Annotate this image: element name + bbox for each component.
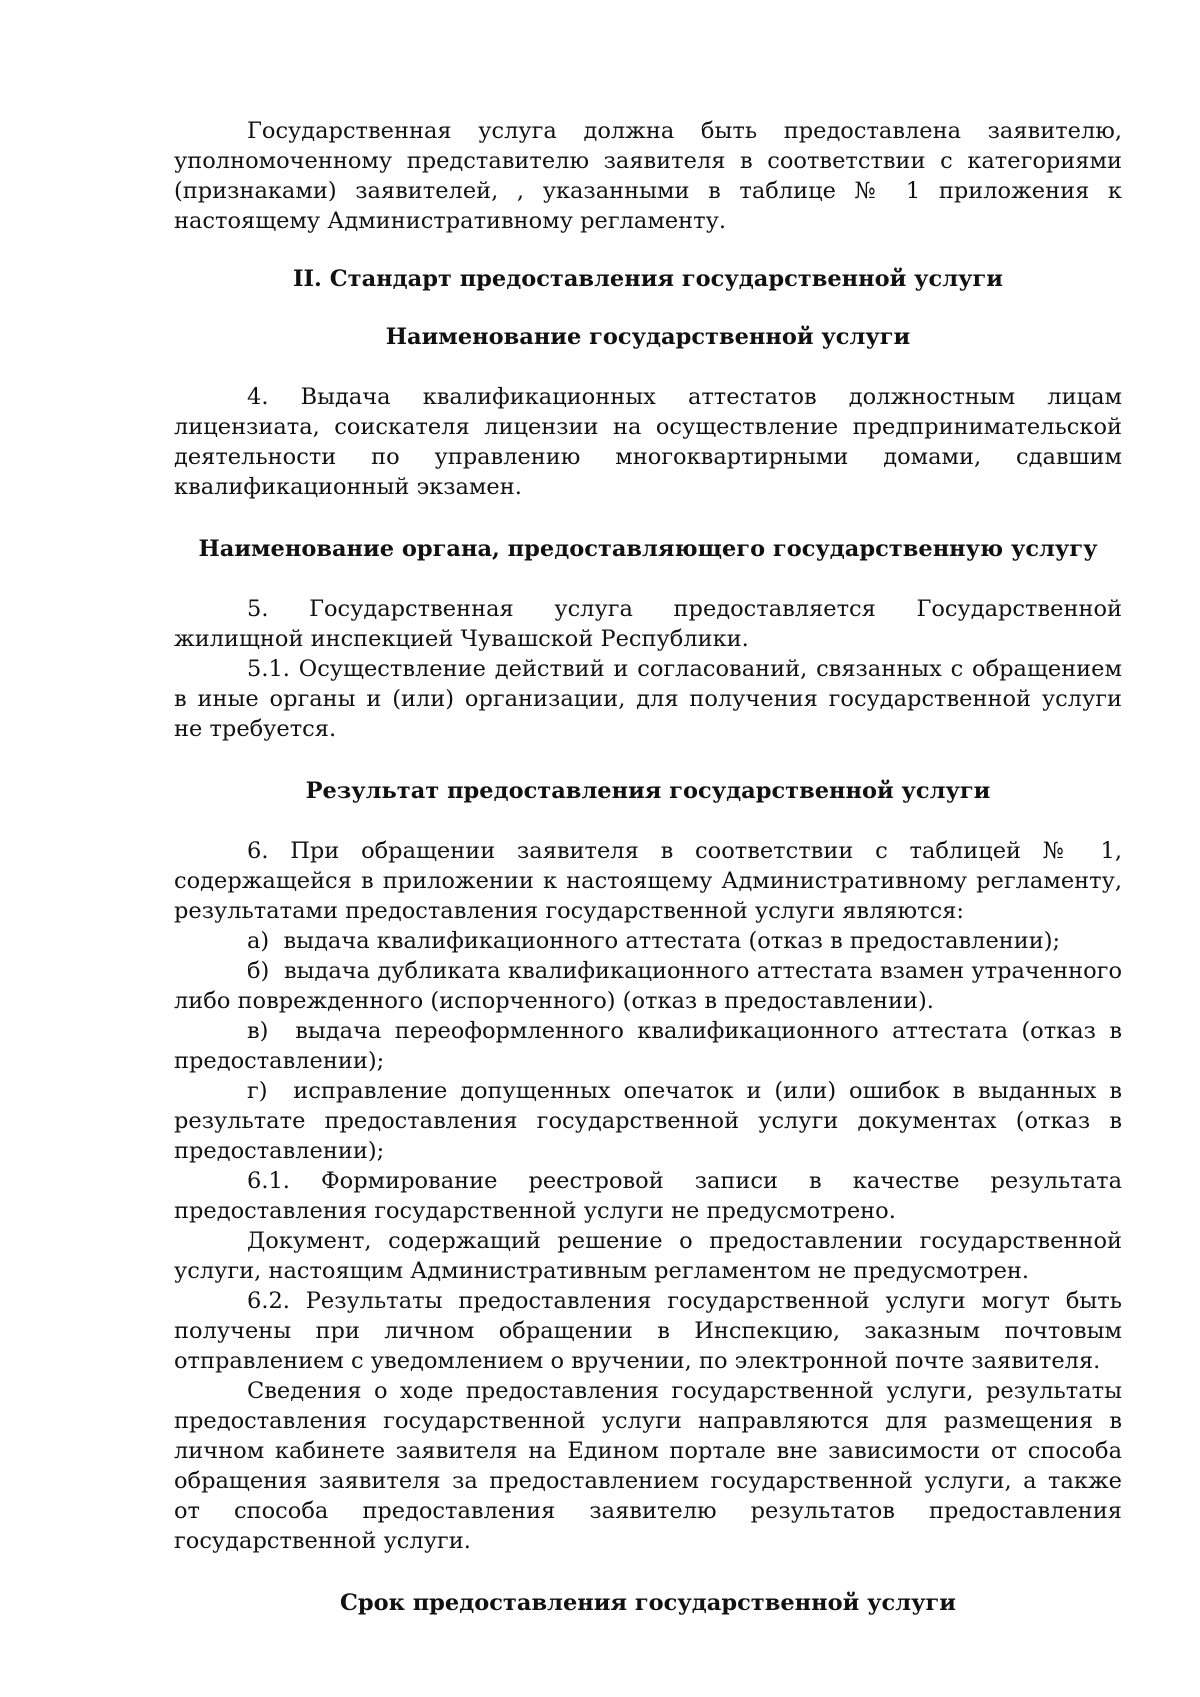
- heading-service-name: Наименование государственной услуги: [385, 324, 911, 350]
- list-item-v: в) выдача переоформленного квалификационного аттестата (отказ в предоставлении);: [174, 1018, 1122, 1074]
- paragraph-6: 6. При обращении заявителя в соответствии с таблицей № 1, содержащейся в приложении к настоящему Административному регламенту, результатами предоставления государственной услуги являются:: [174, 838, 1122, 924]
- paragraph-6-1: 6.1. Формирование реестровой записи в качестве результата предоставления государственной услуги не предусмотрено.: [174, 1168, 1122, 1224]
- paragraph-4: 4. Выдача квалификационных аттестатов должностным лицам лицензиата, соискателя лицензии на осуществление предпринимательской деятельности по управлению многоквартирными домами, сдавшим квалификационный экзамен.: [174, 384, 1122, 500]
- heading-result: Результат предоставления государственной услуги: [305, 778, 991, 804]
- paragraph-5-1: 5.1. Осуществление действий и согласований, связанных с обращением в иные органы и (или) организации, для получения государственной услуги не требуется.: [174, 656, 1122, 742]
- paragraph-5: 5. Государственная услуга предоставляется Государственной жилищной инспекцией Чувашской Республики.: [174, 596, 1122, 652]
- paragraph-6-2: 6.2. Результаты предоставления государственной услуги могут быть получены при личном обращении в Инспекцию, заказным почтовым отправлением с уведомлением о вручении, по электронной почте заявителя.: [174, 1288, 1122, 1374]
- list-item-g: г) исправление допущенных опечаток и (или) ошибок в выданных в результате предоставления государственной услуги документах (отказ в предоставлении);: [174, 1078, 1122, 1164]
- heading-authority: Наименование органа, предоставляющего государственную услугу: [198, 536, 1098, 562]
- list-item-a: а) выдача квалификационного аттестата (отказ в предоставлении);: [247, 928, 1061, 954]
- paragraph-document: Документ, содержащий решение о предоставлении государственной услуги, настоящим Административным регламентом не предусмотрен.: [174, 1228, 1122, 1284]
- intro-paragraph: Государственная услуга должна быть предоставлена заявителю, уполномоченному представителю заявителя в соответствии с категориями (признаками) заявителей, , указанными в таблице № 1 приложения к настоящему Административному регламенту.: [174, 118, 1122, 234]
- document-page: [174, 116, 1122, 1618]
- heading-term: Срок предоставления государственной услуги: [339, 1590, 956, 1616]
- section-title: II. Стандарт предоставления государственной услуги: [293, 266, 1003, 292]
- paragraph-info: Сведения о ходе предоставления государственной услуги, результаты предоставления государственной услуги направляются для размещения в личном кабинете заявителя на Едином портале вне зависимости от способа обращения заявителя за предоставлением государственной услуги, а также от способа предоставления заявителю результатов предоставления государственной услуги.: [174, 1378, 1122, 1554]
- list-item-b: б) выдача дубликата квалификационного аттестата взамен утраченного либо поврежденного (испорченного) (отказ в предоставлении).: [174, 958, 1122, 1014]
